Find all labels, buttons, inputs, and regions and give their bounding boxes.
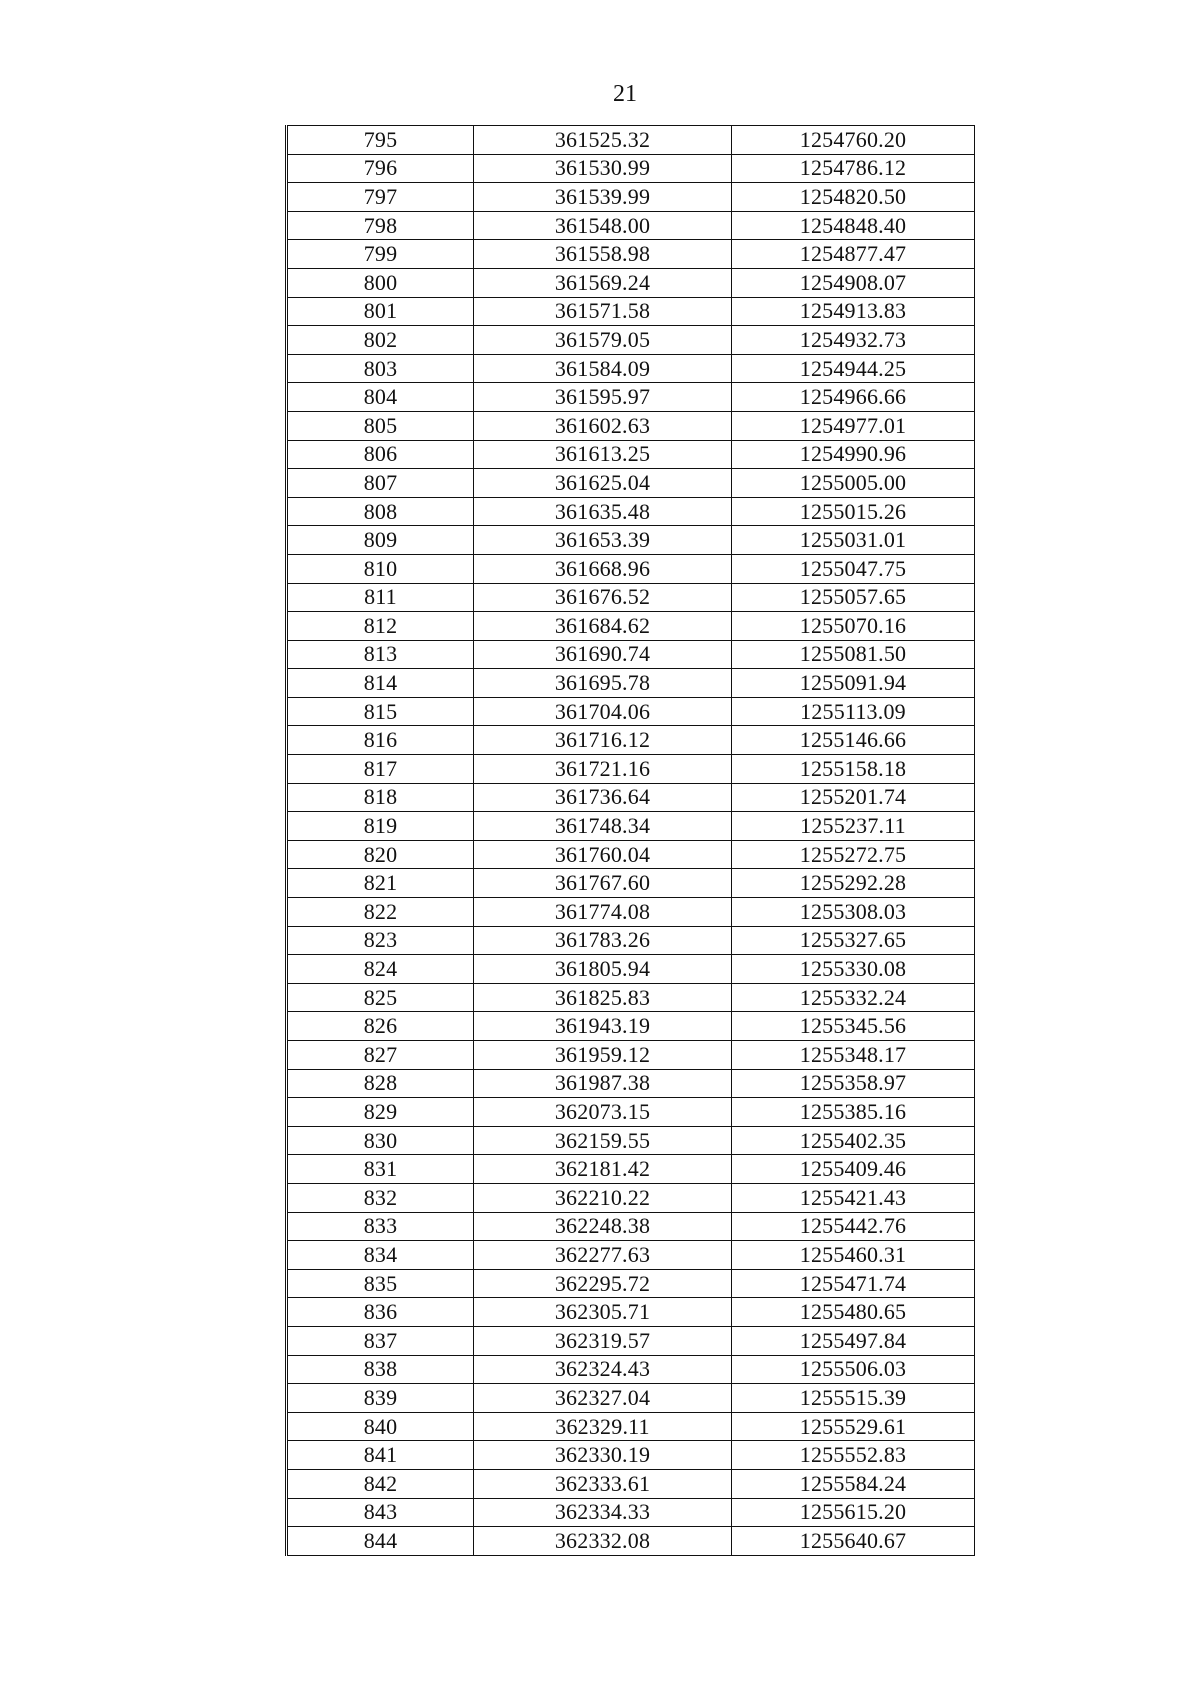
table-row <box>287 554 975 583</box>
point-number-cell: 822 <box>287 898 474 927</box>
point-number-cell: 833 <box>287 1212 474 1241</box>
y-coordinate-cell: 1255057.65 <box>732 583 975 612</box>
table-row <box>287 983 975 1012</box>
table-row <box>287 1384 975 1413</box>
point-number-cell: 806 <box>287 440 474 469</box>
table-row <box>287 812 975 841</box>
table-row <box>287 955 975 984</box>
y-coordinate-cell: 1254966.66 <box>732 383 975 412</box>
x-coordinate-cell: 361613.25 <box>474 440 732 469</box>
y-coordinate-cell: 1255330.08 <box>732 955 975 984</box>
table-row <box>287 898 975 927</box>
y-coordinate-cell: 1254908.07 <box>732 268 975 297</box>
y-coordinate-cell: 1255005.00 <box>732 469 975 498</box>
table-row <box>287 1326 975 1355</box>
y-coordinate-cell: 1255442.76 <box>732 1212 975 1241</box>
point-number-cell: 818 <box>287 783 474 812</box>
y-coordinate-cell: 1255640.67 <box>732 1527 975 1556</box>
table-row <box>287 1355 975 1384</box>
table-row <box>287 526 975 555</box>
point-number-cell: 800 <box>287 268 474 297</box>
table-row <box>287 612 975 641</box>
y-coordinate-cell: 1255409.46 <box>732 1155 975 1184</box>
table-row <box>287 326 975 355</box>
x-coordinate-cell: 361595.97 <box>474 383 732 412</box>
y-coordinate-cell: 1255584.24 <box>732 1469 975 1498</box>
table-row <box>287 154 975 183</box>
x-coordinate-cell: 361625.04 <box>474 469 732 498</box>
table-row <box>287 669 975 698</box>
y-coordinate-cell: 1255332.24 <box>732 983 975 1012</box>
x-coordinate-cell: 362327.04 <box>474 1384 732 1413</box>
x-coordinate-cell: 362319.57 <box>474 1326 732 1355</box>
point-number-cell: 798 <box>287 211 474 240</box>
x-coordinate-cell: 361774.08 <box>474 898 732 927</box>
x-coordinate-cell: 361676.52 <box>474 583 732 612</box>
x-coordinate-cell: 361767.60 <box>474 869 732 898</box>
table-row <box>287 1412 975 1441</box>
table-row <box>287 126 975 155</box>
y-coordinate-cell: 1255402.35 <box>732 1126 975 1155</box>
point-number-cell: 831 <box>287 1155 474 1184</box>
point-number-cell: 830 <box>287 1126 474 1155</box>
table-row <box>287 1126 975 1155</box>
table-row <box>287 1183 975 1212</box>
x-coordinate-cell: 361539.99 <box>474 183 732 212</box>
x-coordinate-cell: 361721.16 <box>474 755 732 784</box>
table-row <box>287 211 975 240</box>
point-number-cell: 832 <box>287 1183 474 1212</box>
y-coordinate-cell: 1254760.20 <box>732 126 975 155</box>
point-number-cell: 813 <box>287 640 474 669</box>
y-coordinate-cell: 1254944.25 <box>732 354 975 383</box>
y-coordinate-cell: 1255480.65 <box>732 1298 975 1327</box>
point-number-cell: 807 <box>287 469 474 498</box>
y-coordinate-cell: 1255327.65 <box>732 926 975 955</box>
table-row <box>287 183 975 212</box>
table-row <box>287 268 975 297</box>
point-number-cell: 820 <box>287 840 474 869</box>
y-coordinate-cell: 1255615.20 <box>732 1498 975 1527</box>
table-row <box>287 1441 975 1470</box>
point-number-cell: 797 <box>287 183 474 212</box>
x-coordinate-cell: 361704.06 <box>474 697 732 726</box>
x-coordinate-cell: 362181.42 <box>474 1155 732 1184</box>
table-row <box>287 1269 975 1298</box>
y-coordinate-cell: 1255348.17 <box>732 1041 975 1070</box>
x-coordinate-cell: 361684.62 <box>474 612 732 641</box>
x-coordinate-cell: 361760.04 <box>474 840 732 869</box>
point-number-cell: 811 <box>287 583 474 612</box>
x-coordinate-cell: 361530.99 <box>474 154 732 183</box>
point-number-cell: 808 <box>287 497 474 526</box>
y-coordinate-cell: 1255515.39 <box>732 1384 975 1413</box>
x-coordinate-cell: 361805.94 <box>474 955 732 984</box>
table-row <box>287 1298 975 1327</box>
x-coordinate-cell: 361690.74 <box>474 640 732 669</box>
point-number-cell: 840 <box>287 1412 474 1441</box>
table-row <box>287 411 975 440</box>
table-row <box>287 840 975 869</box>
x-coordinate-cell: 361571.58 <box>474 297 732 326</box>
point-number-cell: 796 <box>287 154 474 183</box>
x-coordinate-cell: 362332.08 <box>474 1527 732 1556</box>
point-number-cell: 816 <box>287 726 474 755</box>
point-number-cell: 842 <box>287 1469 474 1498</box>
point-number-cell: 824 <box>287 955 474 984</box>
table-row <box>287 354 975 383</box>
y-coordinate-cell: 1255308.03 <box>732 898 975 927</box>
point-number-cell: 829 <box>287 1098 474 1127</box>
x-coordinate-cell: 361783.26 <box>474 926 732 955</box>
table-row <box>287 1069 975 1098</box>
x-coordinate-cell: 361987.38 <box>474 1069 732 1098</box>
table-row <box>287 297 975 326</box>
y-coordinate-cell: 1254990.96 <box>732 440 975 469</box>
point-number-cell: 821 <box>287 869 474 898</box>
point-number-cell: 838 <box>287 1355 474 1384</box>
table-row <box>287 726 975 755</box>
table-row <box>287 869 975 898</box>
y-coordinate-cell: 1255237.11 <box>732 812 975 841</box>
table-row <box>287 1241 975 1270</box>
table-row <box>287 1155 975 1184</box>
y-coordinate-cell: 1255497.84 <box>732 1326 975 1355</box>
point-number-cell: 799 <box>287 240 474 269</box>
point-number-cell: 814 <box>287 669 474 698</box>
table-row <box>287 240 975 269</box>
table-row <box>287 1012 975 1041</box>
x-coordinate-cell: 361579.05 <box>474 326 732 355</box>
y-coordinate-cell: 1254820.50 <box>732 183 975 212</box>
point-number-cell: 834 <box>287 1241 474 1270</box>
x-coordinate-cell: 362248.38 <box>474 1212 732 1241</box>
y-coordinate-cell: 1255506.03 <box>732 1355 975 1384</box>
table-row <box>287 926 975 955</box>
x-coordinate-cell: 362277.63 <box>474 1241 732 1270</box>
y-coordinate-cell: 1254932.73 <box>732 326 975 355</box>
table-row <box>287 583 975 612</box>
table-row <box>287 783 975 812</box>
x-coordinate-cell: 361584.09 <box>474 354 732 383</box>
y-coordinate-cell: 1254848.40 <box>732 211 975 240</box>
point-number-cell: 809 <box>287 526 474 555</box>
x-coordinate-cell: 361635.48 <box>474 497 732 526</box>
table-row <box>287 755 975 784</box>
y-coordinate-cell: 1255070.16 <box>732 612 975 641</box>
x-coordinate-cell: 361525.32 <box>474 126 732 155</box>
table-row <box>287 440 975 469</box>
table-row <box>287 1212 975 1241</box>
point-number-cell: 819 <box>287 812 474 841</box>
table-row <box>287 1098 975 1127</box>
x-coordinate-cell: 362333.61 <box>474 1469 732 1498</box>
x-coordinate-cell: 361695.78 <box>474 669 732 698</box>
point-number-cell: 823 <box>287 926 474 955</box>
x-coordinate-cell: 361825.83 <box>474 983 732 1012</box>
point-number-cell: 826 <box>287 1012 474 1041</box>
x-coordinate-cell: 362305.71 <box>474 1298 732 1327</box>
y-coordinate-cell: 1254786.12 <box>732 154 975 183</box>
point-number-cell: 810 <box>287 554 474 583</box>
x-coordinate-cell: 362159.55 <box>474 1126 732 1155</box>
table-row <box>287 1041 975 1070</box>
x-coordinate-cell: 362324.43 <box>474 1355 732 1384</box>
x-coordinate-cell: 361716.12 <box>474 726 732 755</box>
y-coordinate-cell: 1255529.61 <box>732 1412 975 1441</box>
x-coordinate-cell: 362329.11 <box>474 1412 732 1441</box>
table-row <box>287 469 975 498</box>
point-number-cell: 801 <box>287 297 474 326</box>
y-coordinate-cell: 1255146.66 <box>732 726 975 755</box>
point-number-cell: 835 <box>287 1269 474 1298</box>
y-coordinate-cell: 1254913.83 <box>732 297 975 326</box>
table-row <box>287 1527 975 1556</box>
x-coordinate-cell: 361668.96 <box>474 554 732 583</box>
x-coordinate-cell: 361959.12 <box>474 1041 732 1070</box>
point-number-cell: 844 <box>287 1527 474 1556</box>
y-coordinate-cell: 1255471.74 <box>732 1269 975 1298</box>
y-coordinate-cell: 1255031.01 <box>732 526 975 555</box>
coordinates-table <box>285 125 975 1556</box>
x-coordinate-cell: 361602.63 <box>474 411 732 440</box>
x-coordinate-cell: 362210.22 <box>474 1183 732 1212</box>
y-coordinate-cell: 1255385.16 <box>732 1098 975 1127</box>
x-coordinate-cell: 361748.34 <box>474 812 732 841</box>
x-coordinate-cell: 362073.15 <box>474 1098 732 1127</box>
y-coordinate-cell: 1255201.74 <box>732 783 975 812</box>
point-number-cell: 836 <box>287 1298 474 1327</box>
page-number: 21 <box>613 81 637 107</box>
table-row <box>287 1498 975 1527</box>
x-coordinate-cell: 362334.33 <box>474 1498 732 1527</box>
point-number-cell: 802 <box>287 326 474 355</box>
x-coordinate-cell: 361943.19 <box>474 1012 732 1041</box>
y-coordinate-cell: 1255113.09 <box>732 697 975 726</box>
y-coordinate-cell: 1255345.56 <box>732 1012 975 1041</box>
point-number-cell: 812 <box>287 612 474 641</box>
y-coordinate-cell: 1254977.01 <box>732 411 975 440</box>
point-number-cell: 843 <box>287 1498 474 1527</box>
point-number-cell: 841 <box>287 1441 474 1470</box>
point-number-cell: 837 <box>287 1326 474 1355</box>
table-row <box>287 1469 975 1498</box>
x-coordinate-cell: 361558.98 <box>474 240 732 269</box>
point-number-cell: 817 <box>287 755 474 784</box>
point-number-cell: 839 <box>287 1384 474 1413</box>
x-coordinate-cell: 362330.19 <box>474 1441 732 1470</box>
point-number-cell: 825 <box>287 983 474 1012</box>
y-coordinate-cell: 1255460.31 <box>732 1241 975 1270</box>
point-number-cell: 827 <box>287 1041 474 1070</box>
x-coordinate-cell: 361548.00 <box>474 211 732 240</box>
y-coordinate-cell: 1255272.75 <box>732 840 975 869</box>
y-coordinate-cell: 1255292.28 <box>732 869 975 898</box>
y-coordinate-cell: 1255081.50 <box>732 640 975 669</box>
y-coordinate-cell: 1255158.18 <box>732 755 975 784</box>
point-number-cell: 803 <box>287 354 474 383</box>
y-coordinate-cell: 1255358.97 <box>732 1069 975 1098</box>
y-coordinate-cell: 1255421.43 <box>732 1183 975 1212</box>
y-coordinate-cell: 1255047.75 <box>732 554 975 583</box>
table-row <box>287 497 975 526</box>
x-coordinate-cell: 361736.64 <box>474 783 732 812</box>
y-coordinate-cell: 1255015.26 <box>732 497 975 526</box>
x-coordinate-cell: 362295.72 <box>474 1269 732 1298</box>
table-row <box>287 640 975 669</box>
coordinates-table-body <box>287 126 975 1556</box>
point-number-cell: 828 <box>287 1069 474 1098</box>
x-coordinate-cell: 361569.24 <box>474 268 732 297</box>
y-coordinate-cell: 1254877.47 <box>732 240 975 269</box>
point-number-cell: 805 <box>287 411 474 440</box>
point-number-cell: 804 <box>287 383 474 412</box>
y-coordinate-cell: 1255091.94 <box>732 669 975 698</box>
point-number-cell: 795 <box>287 126 474 155</box>
y-coordinate-cell: 1255552.83 <box>732 1441 975 1470</box>
point-number-cell: 815 <box>287 697 474 726</box>
table-row <box>287 697 975 726</box>
x-coordinate-cell: 361653.39 <box>474 526 732 555</box>
table-row <box>287 383 975 412</box>
